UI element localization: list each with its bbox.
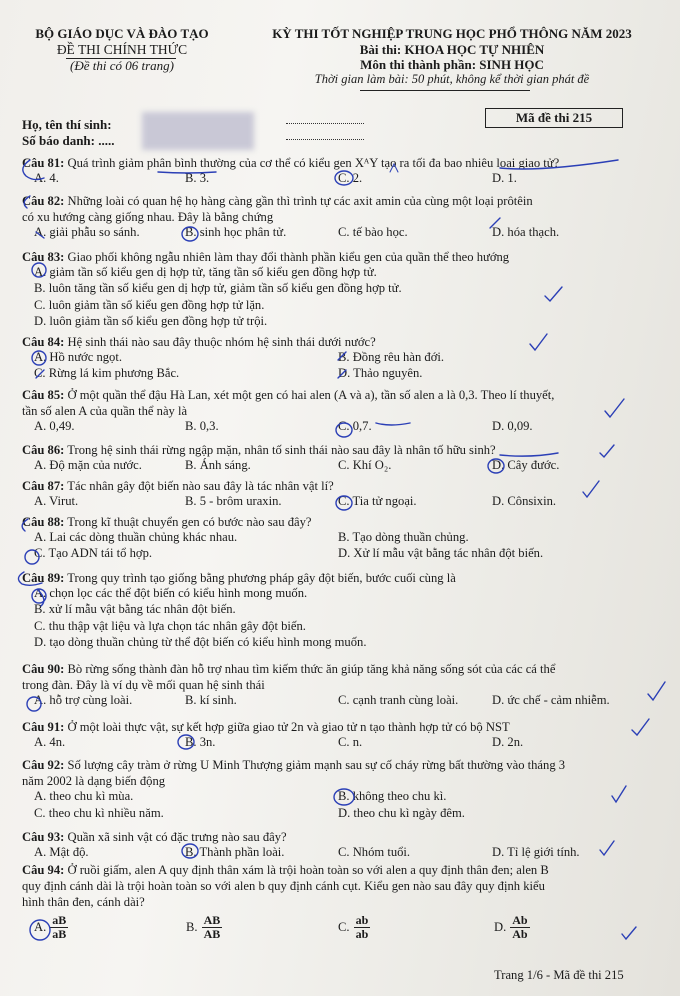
question-stem — [22, 155, 559, 171]
question-number: Câu 91: — [22, 720, 65, 734]
answer-option: D. 0,09. — [492, 419, 533, 434]
fraction-numerator: ab — [355, 913, 369, 927]
question-text: Số lượng cây tràm ở rừng U Minh Thượng giảm mạnh sau sự cố cháy rừng bất thường vào tháng 3 — [64, 758, 566, 772]
fraction-denominator: ab — [355, 927, 369, 941]
exam-component: Môn thi thành phần: SINH HỌC — [360, 57, 544, 72]
question-text: Ở một loài thực vật, sự kết hợp giữa giao tử 2n và giao tử n tạo thành hợp tử có bộ NST — [64, 720, 510, 734]
pages-note: (Đề thi có 06 trang) — [70, 58, 174, 73]
genotype-fraction — [354, 914, 371, 941]
question-stem — [22, 570, 456, 586]
answer-option: C. theo chu kì nhiều năm. — [34, 805, 164, 820]
answer-option: C. Tạo ADN tái tổ hợp. — [34, 546, 153, 561]
answer-option: B. 5 - brôm uraxin. — [185, 494, 282, 509]
question-text: Ở một quần thể đậu Hà Lan, xét một gen có hai alen (A và a), tần số alen a là 0,3. Theo lí thuyết, — [64, 388, 555, 402]
answer-option: D. hóa thạch. — [492, 225, 560, 240]
answer-option: B. luôn tăng tần số kiểu gen dị hợp tử, giảm tần số kiểu gen đồng hợp tử. — [34, 281, 402, 296]
fraction-denominator: AB — [203, 927, 221, 941]
answer-option: B. Đồng rêu hàn đới. — [338, 350, 444, 365]
question-stem — [22, 442, 496, 458]
check-q84 — [530, 334, 547, 350]
answer-option: B. Tạo dòng thuần chủng. — [338, 530, 469, 545]
answer-option-genotype — [34, 914, 68, 941]
fraction-numerator: AB — [203, 913, 221, 927]
question-text: Tác nhân gây đột biến nào sau đây là tác nhân vật lí? — [64, 479, 334, 493]
answer-option: D. 1. — [492, 171, 517, 186]
answer-option: A. Hồ nước ngọt. — [34, 350, 122, 365]
question-stem — [22, 249, 509, 265]
question-number: Câu 87: — [22, 479, 65, 493]
answer-option-genotype — [494, 914, 530, 941]
page-footer: Trang 1/6 - Mã đề thi 215 — [494, 968, 624, 982]
answer-option: A. Virut. — [34, 494, 79, 509]
answer-option: B. 3n. — [185, 735, 216, 750]
question-number: Câu 94: — [22, 863, 65, 877]
question-text-continued: quy định cánh dài là trội hoàn toàn so với alen b quy định cánh cụt. Kiểu gen nào sau đây quy định kiểu — [22, 879, 545, 894]
answer-option: A. giải phẫu so sánh. — [34, 225, 140, 240]
question-text-continued: tần số alen A của quần thể này là — [22, 404, 188, 419]
question-text: Trong quy trình tạo giống bằng phương pháp gây đột biến, bước cuối cùng là — [64, 571, 456, 585]
fraction-numerator: aB — [52, 913, 67, 927]
ministry-name: BỘ GIÁO DỤC VÀ ĐÀO TẠO — [35, 26, 209, 41]
answer-option: C. thu thập vật liệu và lựa chọn tác nhân gây đột biến. — [34, 618, 306, 633]
answer-option: C. 0,7. — [338, 419, 372, 434]
question-text-continued: năm 2002 là dạng biến động — [22, 774, 166, 789]
check-q86 — [600, 445, 614, 457]
genotype-fraction — [50, 914, 68, 941]
fraction-denominator: aB — [52, 927, 67, 941]
genotype-fraction — [510, 914, 529, 941]
answer-option: C. Rừng lá kim phương Bắc. — [34, 366, 180, 381]
question-stem — [22, 719, 510, 735]
answer-option: C. Nhóm tuổi. — [338, 845, 411, 860]
question-stem — [22, 829, 287, 845]
answer-option: D. Cônsixin. — [492, 494, 557, 509]
question-stem — [22, 862, 549, 878]
question-number: Câu 81: — [22, 156, 65, 170]
option-letter: C. — [338, 920, 350, 934]
option-letter: B. — [186, 920, 198, 934]
answer-option: A. chọn lọc các thể đột biến có kiểu hình mong muốn. — [34, 586, 308, 601]
answer-option: B. không theo chu kì. — [338, 789, 447, 804]
question-number: Câu 82: — [22, 194, 65, 208]
answer-option: B. sinh học phân tử. — [185, 225, 287, 240]
question-number: Câu 83: — [22, 250, 65, 264]
question-text: Giao phối không ngẫu nhiên làm thay đổi thành phần kiểu gen của quần thể theo hướng — [64, 250, 510, 264]
answer-option: D. ức chế - cảm nhiễm. — [492, 693, 610, 708]
check-q91 — [632, 719, 649, 735]
answer-option: C. n. — [338, 735, 363, 750]
answer-option: A. hỗ trợ cùng loài. — [34, 693, 133, 708]
redacted-candidate-info — [142, 112, 254, 150]
check-q94 — [622, 927, 636, 939]
id-dotted-line — [286, 138, 364, 140]
answer-option-genotype — [186, 914, 222, 941]
question-number: Câu 93: — [22, 830, 65, 844]
check-q83 — [545, 287, 562, 301]
check-q93 — [600, 841, 614, 855]
answer-option: C. Tia tử ngoại. — [338, 494, 417, 509]
genotype-fraction — [202, 914, 223, 941]
question-stem — [22, 661, 555, 677]
question-number: Câu 88: — [22, 515, 65, 529]
answer-option: B. kí sinh. — [185, 693, 237, 708]
check-q87 — [583, 481, 599, 497]
answer-option: B. xử lí mẫu vật bằng tác nhân đột biến. — [34, 602, 236, 617]
question-text: Trong kĩ thuật chuyển gen có bước nào sau đây? — [64, 515, 312, 529]
answer-option: A. 4n. — [34, 735, 66, 750]
answer-option: A. giảm tần số kiểu gen dị hợp tử, tăng tần số kiểu gen đồng hợp tử. — [34, 265, 377, 280]
exam-subject: Bài thi: KHOA HỌC TỰ NHIÊN — [359, 42, 545, 57]
answer-option: A. 4. — [34, 171, 59, 186]
question-number: Câu 89: — [22, 571, 65, 585]
question-text: Trong hệ sinh thái rừng ngập mặn, nhân tố sinh thái nào sau đây là nhân tố hữu sinh? — [64, 443, 496, 457]
answer-option: B. Thành phần loài. — [185, 845, 285, 860]
answer-option: D. Tỉ lệ giới tính. — [492, 845, 580, 860]
question-stem — [22, 387, 554, 403]
official-label: ĐỀ THI CHÍNH THỨC — [56, 42, 188, 57]
header-divider — [360, 90, 530, 91]
question-number: Câu 92: — [22, 758, 65, 772]
answer-option: A. 0,49. — [34, 419, 75, 434]
question-text-continued: có xu hướng càng giống nhau. Đây là bằng chứng — [22, 210, 274, 225]
exam-time: Thời gian làm bài: 50 phút, không kể thời gian phát đề — [314, 72, 590, 86]
answer-option: D. Xử lí mẫu vật bằng tác nhân đột biến. — [338, 546, 544, 561]
question-text: Ở ruồi giấm, alen A quy định thân xám là trội hoàn toàn so với alen a quy định thân đen; alen B — [64, 863, 549, 877]
question-text-continued: hình thân đen, cánh dài? — [22, 895, 145, 910]
check-q92 — [612, 786, 626, 802]
option-letter: D. — [494, 920, 507, 934]
candidate-name-label: Họ, tên thí sinh: — [22, 117, 112, 132]
question-number: Câu 84: — [22, 335, 65, 349]
question-number: Câu 85: — [22, 388, 65, 402]
question-stem — [22, 334, 376, 350]
question-stem — [22, 193, 533, 209]
question-text: Những loài có quan hệ họ hàng càng gần thì trình tự các axit amin của cùng một loại prôtêin — [64, 194, 533, 208]
fraction-denominator: Ab — [512, 927, 528, 941]
check-q90 — [648, 682, 665, 700]
answer-option: A. Lai các dòng thuần chủng khác nhau. — [34, 530, 238, 545]
name-dotted-line — [286, 122, 364, 124]
question-stem — [22, 757, 565, 773]
exam-title: KỲ THI TỐT NGHIỆP TRUNG HỌC PHỔ THÔNG NĂM 2023 — [272, 26, 632, 41]
answer-option: D. theo chu kì ngày đêm. — [338, 805, 465, 820]
question-text-continued: trong đàn. Đây là ví dụ về mối quan hệ sinh thái — [22, 678, 265, 693]
question-stem — [22, 514, 311, 530]
question-number: Câu 86: — [22, 443, 65, 457]
answer-option: A. Độ mặn của nước. — [34, 458, 142, 473]
question-text: Bò rừng sống thành đàn hỗ trợ nhau tìm kiếm thức ăn giúp tăng khả năng sống sót của các cá thể — [64, 662, 556, 676]
answer-option: B. Ánh sáng. — [185, 458, 251, 473]
answer-option: D. tạo dòng thuần chủng từ thể đột biến có kiểu hình mong muốn. — [34, 634, 367, 649]
fraction-numerator: Ab — [512, 913, 528, 927]
answer-option: C. Khí O₂. — [338, 458, 392, 473]
answer-option: C. tế bào học. — [338, 225, 408, 240]
question-text: Quá trình giảm phân bình thường của cơ thể có kiểu gen XᴬY tạo ra tối đa bao nhiêu loại giao tử? — [64, 156, 560, 170]
answer-option: C. cạnh tranh cùng loài. — [338, 693, 459, 708]
answer-option: B. 3. — [185, 171, 210, 186]
answer-option: A. Mật độ. — [34, 845, 89, 860]
exam-code-box: Mã đề thi 215 — [485, 108, 623, 128]
answer-option-genotype — [338, 914, 370, 941]
answer-option: C. 2. — [338, 171, 363, 186]
question-text: Quần xã sinh vật có đặc trưng nào sau đây? — [64, 830, 287, 844]
question-stem — [22, 478, 334, 494]
answer-option: C. luôn giảm tần số kiểu gen đồng hợp tử lặn. — [34, 297, 265, 312]
check-q85 — [605, 399, 624, 417]
option-letter: A. — [34, 920, 47, 934]
candidate-id-label: Số báo danh: ..... — [22, 133, 115, 148]
answer-option: A. theo chu kì mùa. — [34, 789, 134, 804]
answer-option: D. Thảo nguyên. — [338, 366, 423, 381]
answer-option: B. 0,3. — [185, 419, 219, 434]
answer-option: D. 2n. — [492, 735, 524, 750]
answer-option: D. Cây đước. — [492, 458, 560, 473]
question-text: Hệ sinh thái nào sau đây thuộc nhóm hệ sinh thái dưới nước? — [64, 335, 376, 349]
question-number: Câu 90: — [22, 662, 65, 676]
answer-option: D. luôn giảm tần số kiểu gen đồng hợp tử trội. — [34, 313, 268, 328]
